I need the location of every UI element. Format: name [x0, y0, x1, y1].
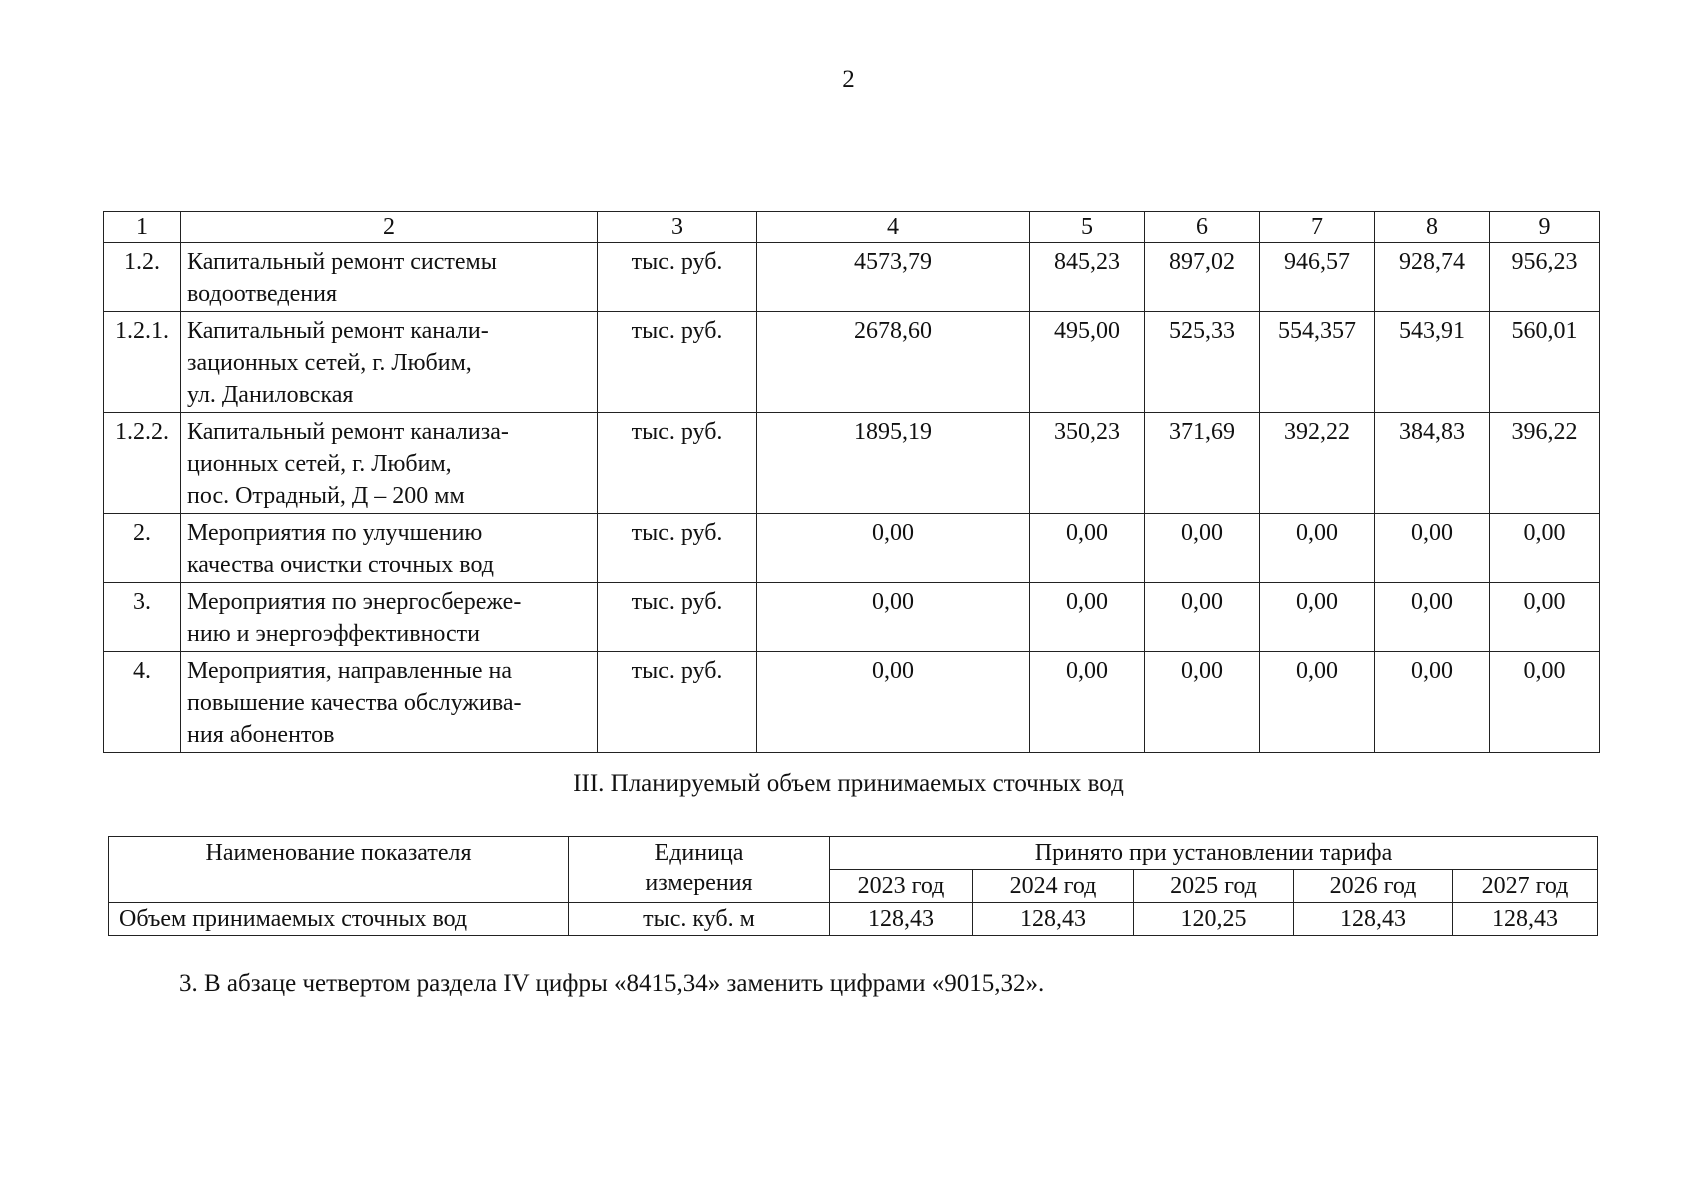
row-number: 1.2.	[104, 243, 181, 312]
row-value: 350,23	[1030, 413, 1145, 514]
row-name: Мероприятия по улучшению качества очистки сточных вод	[181, 514, 598, 583]
header-tariff-group: Принято при установлении тарифа	[830, 837, 1598, 870]
row-name: Мероприятия, направленные на повышение качества обслужива- ния абонентов	[181, 652, 598, 753]
header-cell: 9	[1490, 212, 1600, 243]
row-value: 0,00	[1145, 583, 1260, 652]
row-value: 384,83	[1375, 413, 1490, 514]
header-year: 2023 год	[830, 870, 973, 903]
row-unit: тыс. руб.	[598, 243, 757, 312]
table-row	[104, 652, 1600, 753]
row-value: 0,00	[1375, 583, 1490, 652]
header-cell: 3	[598, 212, 757, 243]
row-value: 371,69	[1145, 413, 1260, 514]
row-value: 396,22	[1490, 413, 1600, 514]
row-unit: тыс. руб.	[598, 312, 757, 413]
row-unit: тыс. руб.	[598, 583, 757, 652]
row-value: 0,00	[757, 583, 1030, 652]
row-unit: тыс. куб. м	[569, 903, 830, 936]
row-value: 946,57	[1260, 243, 1375, 312]
row-name: Капитальный ремонт канализа- ционных сетей, г. Любим, пос. Отрадный, Д – 200 мм	[181, 413, 598, 514]
row-value: 128,43	[1453, 903, 1598, 936]
header-year: 2027 год	[1453, 870, 1598, 903]
row-value: 0,00	[1030, 514, 1145, 583]
row-value: 543,91	[1375, 312, 1490, 413]
row-value: 0,00	[1375, 652, 1490, 753]
row-value: 128,43	[973, 903, 1134, 936]
header-indicator-name: Наименование показателя	[109, 837, 569, 903]
header-cell: 4	[757, 212, 1030, 243]
table-row	[104, 514, 1600, 583]
row-value: 554,357	[1260, 312, 1375, 413]
row-value: 128,43	[1294, 903, 1453, 936]
table-row	[104, 243, 1600, 312]
capital-repair-table	[103, 211, 1600, 753]
row-value: 4573,79	[757, 243, 1030, 312]
row-number: 2.	[104, 514, 181, 583]
row-number: 3.	[104, 583, 181, 652]
row-value: 2678,60	[757, 312, 1030, 413]
row-number: 1.2.2.	[104, 413, 181, 514]
row-value: 897,02	[1145, 243, 1260, 312]
row-value: 956,23	[1490, 243, 1600, 312]
row-value: 1895,19	[757, 413, 1030, 514]
table-row	[104, 312, 1600, 413]
row-value: 0,00	[1490, 652, 1600, 753]
row-value: 120,25	[1134, 903, 1294, 936]
row-number: 1.2.1.	[104, 312, 181, 413]
header-cell: 7	[1260, 212, 1375, 243]
section-title: III. Планируемый объем принимаемых сточных вод	[573, 770, 1124, 797]
row-value: 0,00	[1145, 514, 1260, 583]
row-value: 0,00	[1490, 514, 1600, 583]
row-value: 928,74	[1375, 243, 1490, 312]
row-value: 128,43	[830, 903, 973, 936]
table-row	[104, 413, 1600, 514]
row-value: 0,00	[1260, 514, 1375, 583]
row-name: Мероприятия по энергосбереже- нию и энергоэффективности	[181, 583, 598, 652]
header-year: 2026 год	[1294, 870, 1453, 903]
header-cell: 2	[181, 212, 598, 243]
header-cell: 8	[1375, 212, 1490, 243]
row-value: 392,22	[1260, 413, 1375, 514]
row-value: 845,23	[1030, 243, 1145, 312]
header-cell: 6	[1145, 212, 1260, 243]
table-header-row	[104, 212, 1600, 243]
row-value: 0,00	[1260, 652, 1375, 753]
row-unit: тыс. руб.	[598, 652, 757, 753]
row-value: 0,00	[757, 652, 1030, 753]
row-value: 525,33	[1145, 312, 1260, 413]
row-unit: тыс. руб.	[598, 514, 757, 583]
row-number: 4.	[104, 652, 181, 753]
row-value: 0,00	[1030, 652, 1145, 753]
row-value: 0,00	[1030, 583, 1145, 652]
table-row	[104, 583, 1600, 652]
row-name: Объем принимаемых сточных вод	[109, 903, 569, 936]
header-cell: 1	[104, 212, 181, 243]
row-value: 0,00	[1490, 583, 1600, 652]
row-value: 0,00	[1145, 652, 1260, 753]
row-value: 495,00	[1030, 312, 1145, 413]
row-unit: тыс. руб.	[598, 413, 757, 514]
wastewater-volume-table	[108, 836, 1598, 936]
row-value: 560,01	[1490, 312, 1600, 413]
header-cell: 5	[1030, 212, 1145, 243]
table-row	[109, 903, 1598, 936]
amendment-paragraph: 3. В абзаце четвертом раздела IV цифры «8415,34» заменить цифрами «9015,32».	[179, 970, 1045, 997]
header-unit: Единица измерения	[569, 837, 830, 903]
page-number: 2	[842, 66, 855, 93]
row-value: 0,00	[757, 514, 1030, 583]
row-value: 0,00	[1375, 514, 1490, 583]
table-header-row	[109, 837, 1598, 870]
row-value: 0,00	[1260, 583, 1375, 652]
row-name: Капитальный ремонт системы водоотведения	[181, 243, 598, 312]
row-name: Капитальный ремонт канали- зационных сетей, г. Любим, ул. Даниловская	[181, 312, 598, 413]
header-year: 2025 год	[1134, 870, 1294, 903]
header-year: 2024 год	[973, 870, 1134, 903]
